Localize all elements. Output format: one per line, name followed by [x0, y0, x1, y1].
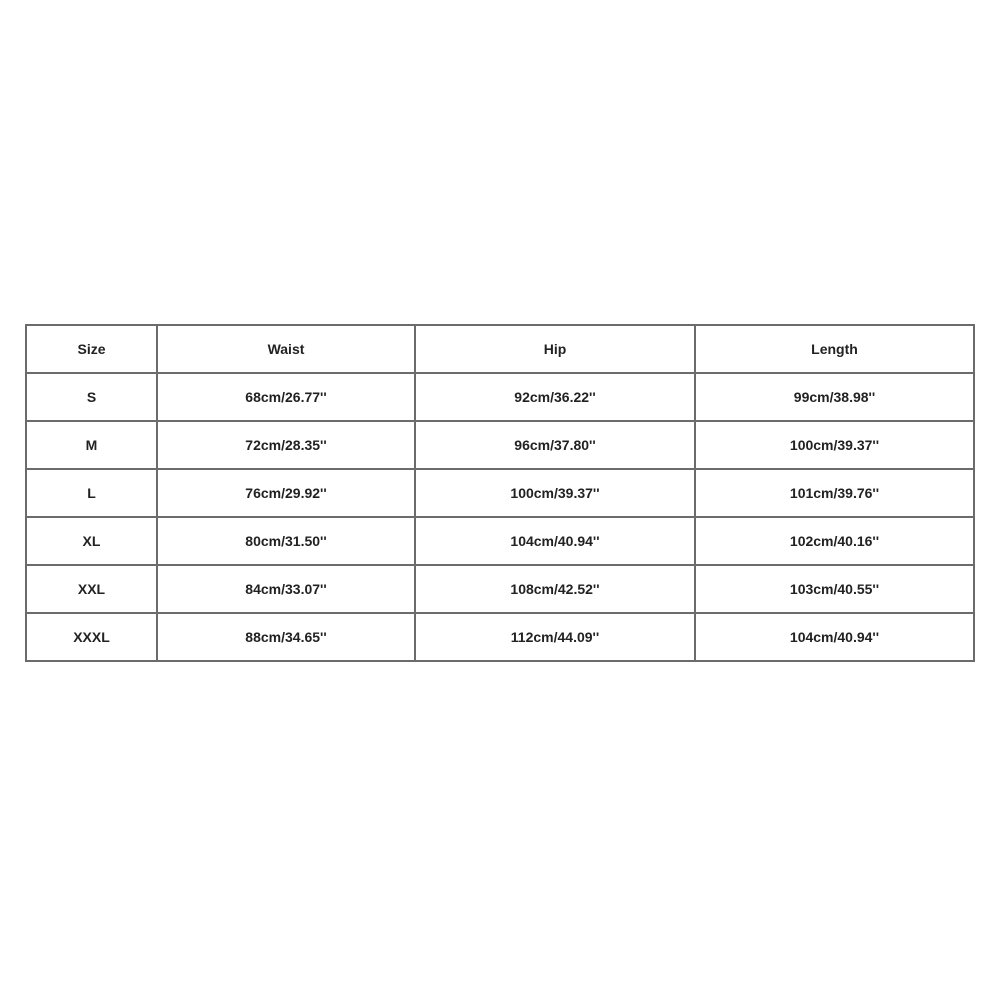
table-row: [26, 421, 974, 469]
cell-waist: 88cm/34.65'': [157, 613, 415, 661]
cell-length: 100cm/39.37'': [695, 421, 974, 469]
table-row: [26, 565, 974, 613]
cell-length: 102cm/40.16'': [695, 517, 974, 565]
cell-size: S: [26, 373, 157, 421]
cell-size: XL: [26, 517, 157, 565]
table-row: [26, 373, 974, 421]
cell-waist: 68cm/26.77'': [157, 373, 415, 421]
cell-hip: 112cm/44.09'': [415, 613, 695, 661]
table-row: [26, 517, 974, 565]
cell-size: L: [26, 469, 157, 517]
cell-hip: 100cm/39.37'': [415, 469, 695, 517]
table-row: [26, 469, 974, 517]
cell-waist: 84cm/33.07'': [157, 565, 415, 613]
cell-hip: 92cm/36.22'': [415, 373, 695, 421]
cell-size: XXL: [26, 565, 157, 613]
cell-size: XXXL: [26, 613, 157, 661]
cell-waist: 80cm/31.50'': [157, 517, 415, 565]
size-chart-table: [25, 324, 975, 662]
header-hip: Hip: [415, 325, 695, 373]
table-header-row: [26, 325, 974, 373]
cell-length: 104cm/40.94'': [695, 613, 974, 661]
header-size: Size: [26, 325, 157, 373]
table-row: [26, 613, 974, 661]
cell-waist: 76cm/29.92'': [157, 469, 415, 517]
header-length: Length: [695, 325, 974, 373]
cell-length: 103cm/40.55'': [695, 565, 974, 613]
cell-hip: 108cm/42.52'': [415, 565, 695, 613]
cell-length: 99cm/38.98'': [695, 373, 974, 421]
cell-hip: 104cm/40.94'': [415, 517, 695, 565]
header-waist: Waist: [157, 325, 415, 373]
cell-size: M: [26, 421, 157, 469]
cell-hip: 96cm/37.80'': [415, 421, 695, 469]
cell-length: 101cm/39.76'': [695, 469, 974, 517]
cell-waist: 72cm/28.35'': [157, 421, 415, 469]
